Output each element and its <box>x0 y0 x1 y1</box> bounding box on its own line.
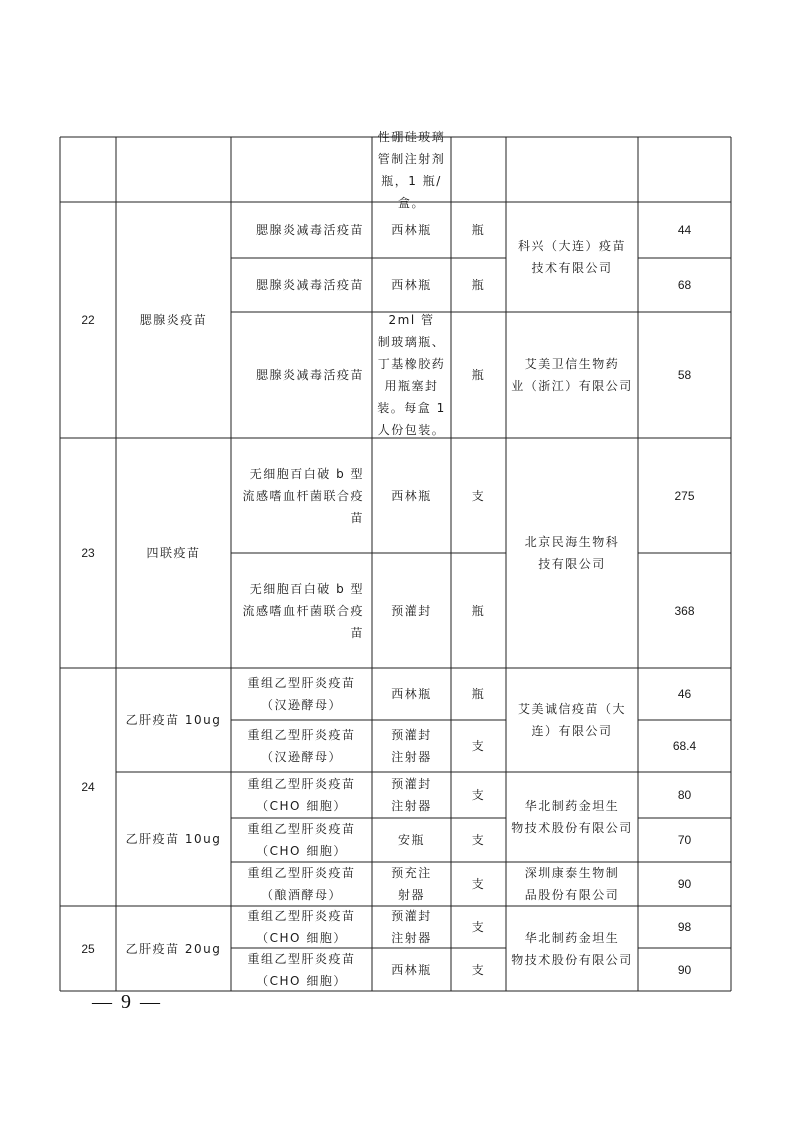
price-cell: 90 <box>677 962 692 977</box>
row-number: 25 <box>81 941 95 956</box>
product-cell: 重组乙型肝炎疫苗 （CHO 细胞） <box>247 822 356 858</box>
company-cell: 艾美诚信疫苗（大 连）有限公司 <box>517 702 626 738</box>
spec-cell: 安瓶 <box>397 833 425 847</box>
price-cell: 98 <box>677 920 692 934</box>
product-cell: 腮腺炎减毒活疫苗 <box>255 223 364 237</box>
product-cell: 腮腺炎减毒活疫苗 <box>255 278 364 292</box>
price-cell: 70 <box>677 833 692 847</box>
price-cell: 275 <box>674 488 695 503</box>
product-cell: 重组乙型肝炎疫苗 （CHO 细胞） <box>247 777 356 813</box>
company-cell: 艾美卫信生物药 业（浙江）有限公司 <box>511 357 633 393</box>
spec-cell: 预灌封 <box>391 603 432 618</box>
spec-cell: 预灌封 注射器 <box>391 777 432 813</box>
spec-cell: 西林瓶 <box>391 488 432 503</box>
company-cell: 华北制药金坦生 物技术股份有限公司 <box>511 930 633 967</box>
unit-cell: 支 <box>471 488 486 503</box>
unit-cell: 瓶 <box>471 603 486 618</box>
vaccine-name-cell: 乙肝疫苗 10ug <box>125 713 222 727</box>
company-cell: 深圳康泰生物制 品股份有限公司 <box>524 866 620 902</box>
spec-cell: 西林瓶 <box>391 962 432 977</box>
company-cell: 北京民海生物科 技有限公司 <box>524 535 620 571</box>
unit-cell: 瓶 <box>471 368 486 382</box>
company-cell: 科兴（大连）疫苗 技术有限公司 <box>517 239 626 275</box>
page-number: — 9 — <box>92 991 162 1013</box>
spec-cell: 性硼硅玻璃 管制注射剂 瓶，1 瓶/盒。 <box>377 129 446 210</box>
price-cell: 368 <box>674 603 695 618</box>
spec-cell: 西林瓶 <box>391 687 432 701</box>
unit-cell: 瓶 <box>471 278 486 292</box>
unit-cell: 支 <box>471 739 486 753</box>
vaccine-name-cell: 腮腺炎疫苗 <box>139 313 208 327</box>
product-cell: 重组乙型肝炎疫苗 （汉逊酵母） <box>247 728 356 764</box>
price-cell: 68.4 <box>672 739 697 753</box>
spec-cell: 西林瓶 <box>391 278 432 292</box>
unit-cell: 支 <box>471 920 486 934</box>
price-cell: 80 <box>677 788 692 802</box>
spec-cell: 预灌封 注射器 <box>391 728 432 764</box>
row-number: 24 <box>81 780 95 794</box>
vaccine-name-cell: 乙肝疫苗 10ug <box>125 832 222 846</box>
company-cell: 华北制药金坦生 物技术股份有限公司 <box>511 799 633 835</box>
unit-cell: 支 <box>471 877 486 891</box>
price-cell: 90 <box>677 877 692 891</box>
vaccine-name-cell: 四联疫苗 <box>146 546 201 560</box>
spec-cell: 2ml 管 制玻璃瓶、 丁基橡胶药 用瓶塞封 装。每盒 1 人份包装。 <box>377 313 446 437</box>
unit-cell: 支 <box>471 788 486 802</box>
product-cell: 腮腺炎减毒活疫苗 <box>255 368 364 382</box>
spec-cell: 预充注 射器 <box>391 866 432 902</box>
product-cell: 重组乙型肝炎疫苗 （CHO 细胞） <box>247 951 356 988</box>
product-cell: 重组乙型肝炎疫苗 （CHO 细胞） <box>247 909 356 945</box>
unit-cell: 瓶 <box>471 687 486 701</box>
row-number: 22 <box>81 313 95 327</box>
price-cell: 46 <box>677 687 692 701</box>
unit-cell: 支 <box>471 833 486 847</box>
spec-cell: 预灌封 注射器 <box>391 909 432 945</box>
product-cell: 重组乙型肝炎疫苗 （酿酒酵母） <box>247 866 356 902</box>
spec-cell: 西林瓶 <box>391 223 432 237</box>
product-cell: 重组乙型肝炎疫苗 （汉逊酵母） <box>247 676 356 712</box>
row-number: 23 <box>81 546 95 560</box>
price-cell: 68 <box>677 278 692 292</box>
price-cell: 44 <box>677 223 692 237</box>
vaccine-name-cell: 乙肝疫苗 20ug <box>125 941 222 956</box>
price-cell: 58 <box>677 368 692 382</box>
product-cell: 无细胞百白破 b 型 流感嗜血杆菌联合疫苗 <box>242 466 364 525</box>
product-cell: 无细胞百白破 b 型 流感嗜血杆菌联合疫苗 <box>242 581 364 640</box>
unit-cell: 支 <box>471 962 486 977</box>
unit-cell: 瓶 <box>471 223 486 237</box>
